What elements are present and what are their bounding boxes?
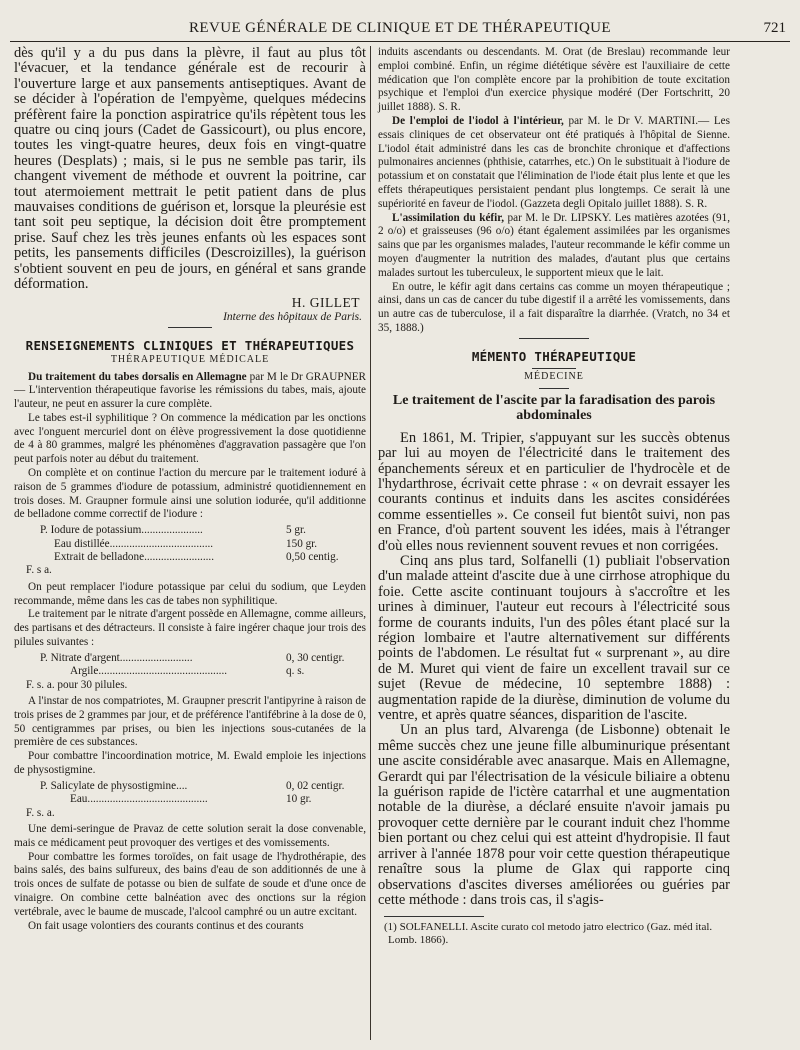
separator-rule [532,368,576,369]
author-title: Interne des hôpitaux de Paris. [223,310,362,323]
separator-rule [539,388,569,389]
prescription-line: P. Nitrate d'argent.......................... 0, 30 centigr. [40,651,345,664]
footnote: (1) SOLFANELLI. Ascite curato col metodo jatro electrico (Gaz. méd ital. Lomb. 1866). [384,921,713,947]
column-divider [370,46,371,1040]
section-title-memento: MÉMENTO THÉRAPEUTIQUE [471,348,637,364]
article-iodol-text: par M. le Dr V. MARTINI.— Les essais cliniques de cet observateur ont été pratiqués à l'hôpital de Sienne. L'iodol était administré dans les cas de bronchite chronique et d'affections pulmonaires anciennes (phthisie, catarrhes, etc.) On le substituait à l'iodure de potassium et on constatait que l'élimination de l'iode était plus lente et que les effets thérapeutiques persistaient pendant plus longtemps. Ce serait là une supériorité en faveur de l'iodol. (Gazzeta degli Opitalo juillet 1888). S. R. [378,114,731,210]
paragraph: On complète et on continue l'action du mercure par le traitement ioduré à raison de 5 grammes d'iodure de potassium, administré quotidiennement en trois doses. M. Graupner formule ainsi une solution iodurée, qu'il additionne de belladone comme correctif de l'iodure : [14,467,366,521]
paragraph: On fait usage volontiers des courants continus et des courants [28,919,304,932]
paragraph: En 1861, M. Tripier, s'appuyant sur les succès obtenus par lui au moyen de l'électricité dans le traitement des épanchements séreux et en particulier de l'hydrocèle et de l'hydarthrose, écrivait cette phrase : « on devrait essayer les courants continus et induits dans les ascites considérées comme essentielles ». Ce conseil fut bientôt suivi, non pas en France, d'où partent souvent les idées, mais à l'étranger d'où elles nous reviennent souvent revues et non corrigées. [378,429,730,554]
article-iodol [378,115,730,212]
prescription-fsa: F. s. a. [26,806,55,819]
right-column [378,46,730,947]
article-tabes-lead: par M le Dr GRAUPNER — L'intervention thérapeutique favorise les rémissions du tabes, mais, ajoute l'auteur, ne peut en assurer la cure complète. [14,370,366,411]
paragraph: En outre, le kéfir agit dans certains cas comme un moyen thérapeutique ; ainsi, dans un cas de cancer du tube digestif il a arrêté les vomissements, dans un autre cas de tuberculose, il a fait disparaître la diarrhée. (Vratch, no 34 et 35, 1888.) [378,280,730,334]
prescription-line: Eau........................................... 10 gr. [70,793,312,806]
paragraph: Un an plus tard, Alvarenga (de Lisbonne) obtenait le même succès chez une jeune fille albuminurique présentant une ascite considérable avec anasarque. Mais en Allemagne, Gerardt qui par l'électrisation de la vésicule biliaire a obtenu la guérison rapide de l'ictère catarrhal et une augmentation notable de la diurèse, a déclaré ensuite n'avoir jamais pu provoquer cette dernière par le courant induit chez l'homme bien portant ou chez celui qui est atteint d'hydropisie. Il faut arriver à l'année 1878 pour voir cette question thérapeutique renaître sous la plume de Glax qui rapporte cinq observations d'ascites diverses améliorées ou guéries par cette méthode : dans trois cas, il s'agis- [378,722,730,908]
paragraph: Pour combattre l'incoordination motrice, M. Ewald emploie les injections de physostigmine. [14,750,366,777]
prescription-line: Argile.............................................. q. s. [70,665,305,678]
pleurisy-paragraph: dès qu'il y a du pus dans la plèvre, il faut au plus tôt l'évacuer, et la tendance générale est de recourir à l'ouverture large et aux pansements antiseptiques. Avant de se décider à l'opération de l'empyème, quelques médecins préfèrent faire la ponction aspiratrice qu'ils répètent tous les quatre ou cinq jours (Cadet de Gassicourt), ou plus encore, toutes les vingt-quatre heures, deux fois en vingt-quatre heures (Desplats) ; mais, si le pus ne semble pas tarir, ils changent vivement de méthode et ouvrent la poitrine, car tout atermoiement mettrait le petit patient dans de plus mauvaises conditions de guérison et, lorsque la pleurésie est tant soit peu septique, la décision doit être promptement prise. Sauf chez les très jeunes enfants où les espaces sont petits, les pansements difficiles (Descroizilles), la guérison s'obtient souvent en peu de jours, en général et sans grande déformation. [14,45,366,293]
paragraph: Cinq ans plus tard, Solfanelli (1) publiait l'observation d'un malade atteint d'ascite due à une cirrhose atrophique du foie. Cette ascite continuant toujours à s'accroître et les urines à diminuer, l'auteur eut recours à l'électricité sous forme de courants induits, l'un des pôles étant placé sur la région lombaire et l'autre alternativement sur différents points de l'abdomen. Le résultat fut « surprenant », au dire de M. Muret qui vient de faire un excellent travail sur ce sujet (Revue de médecine, 10 septembre 1888) : augmentation rapide de la diurèse, diminution de volume du ventre, et après quatre séances, disparition de l'ascite. [378,552,730,724]
header-rule [10,41,790,42]
page-number: 721 [763,20,786,36]
article-tabes-title: Du traitement du tabes dorsalis en Allemagne [28,370,247,383]
footnote-rule [384,916,484,917]
article-tabes-intro [14,371,366,412]
paragraph: induits ascendants ou descendants. M. Orat (de Breslau) recommande leur emploi combiné. Enfin, un régime diététique sévère est l'auxiliaire de cette médication que l'on complète encore par la prohibition de toute excitation psychique et l'emploi d'un exercice physique modéré (Der Fortschritt, 20 juillet 1888). S. R. [378,46,730,114]
separator-rule [168,327,212,328]
article-kefir-title: L'assimilation du kéfir, [392,211,505,224]
prescription-nitrate [26,651,366,692]
journal-title: REVUE GÉNÉRALE DE CLINIQUE ET DE THÉRAPEUTIQUE [189,20,611,36]
paragraph: A l'instar de nos compatriotes, M. Graupner prescrit l'antipyrine à raison de trois prises de 2 grammes par jour, et de préférence l'antifébrine à la dose de 0, 50 centigrammes par prises, ou bien les injections sous-cutanées de la première de ces substances. [14,695,366,749]
prescription-line: P. Iodure de potassium...................... 5 gr. [40,524,306,537]
article-kefir [378,212,730,281]
article-kefir-text: par M. le Dr. LIPSKY. Les matières azotées (91, 2 o/o) et graisseuses (96 o/o) étant également assimilées par les organismes sains que par les organismes malades, l'auteur recommande le kéfir comme un moyen d'augmenter la nutrition des malades, d'autant plus que certains malades surtout les tuberculeux, le supportent mieux que le lait. [378,211,731,279]
prescription-line: P. Salicylate de physostigmine.... 0, 02 centigr. [40,779,345,792]
section-subtitle: THÉRAPEUTIQUE MÉDICALE [110,353,270,365]
separator-rule [519,338,589,339]
section-subtitle-medecine: MÉDECINE [524,370,584,382]
prescription-line: Extrait de belladone......................... 0,50 centig. [54,551,339,564]
paragraph: Le traitement par le nitrate d'argent possède en Allemagne, comme ailleurs, des partisans et des détracteurs. Il consiste à faire ingérer chaque jour trois des pilules suivantes : [14,608,366,649]
prescription-line: Eau distillée..................................... 150 gr. [54,537,318,550]
prescription-physostigmine [26,779,366,820]
paragraph: Le tabes est-il syphilitique ? On commence la médication par les onctions avec l'onguent mercuriel dont on élève progressivement la dose quotidienne de 4 à 80 grammes, malgré les phénomènes d'aggravation passagère que l'on peut parfois noter au début du traitement. [14,411,366,466]
paragraph: On peut remplacer l'iodure potassique par celui du sodium, que Leyden recommande, même dans les cas de tabes non syphilitique. [14,580,366,607]
paragraph: Une demi-seringue de Pravaz de cette solution serait la dose convenable, mais ce médicament peut provoquer des vertiges et des vomissements. [14,823,366,849]
prescription-fsa: F. s a. [26,564,52,577]
prescription-iodure [26,524,366,578]
prescription-fsa: F. s. a. pour 30 pilules. [26,678,128,691]
author-signature: H. GILLET [291,294,360,310]
section-title: RENSEIGNEMENTS CLINIQUES ET THÉRAPEUTIQUES [25,337,355,353]
left-column [14,46,366,933]
article-ascite-title: Le traitement de l'ascite par la faradisation des parois abdominales [392,392,716,423]
running-header [0,0,800,40]
paragraph: Pour combattre les formes toroïdes, on fait usage de l'hydrothérapie, des bains salés, des bains sulfureux, des bains d'eau de son additionnés de une à trois onces de sulfate de potasse ou bien de sulfate de soude et d'une once de vinaigre. On combine cette balnéation avec des onctions sur la région vertébrale, avec le baume de muscade, l'alcool camphré ou un autre excitant. [14,850,366,918]
article-iodol-title: De l'emploi de l'iodol à l'intérieur, [392,114,564,127]
